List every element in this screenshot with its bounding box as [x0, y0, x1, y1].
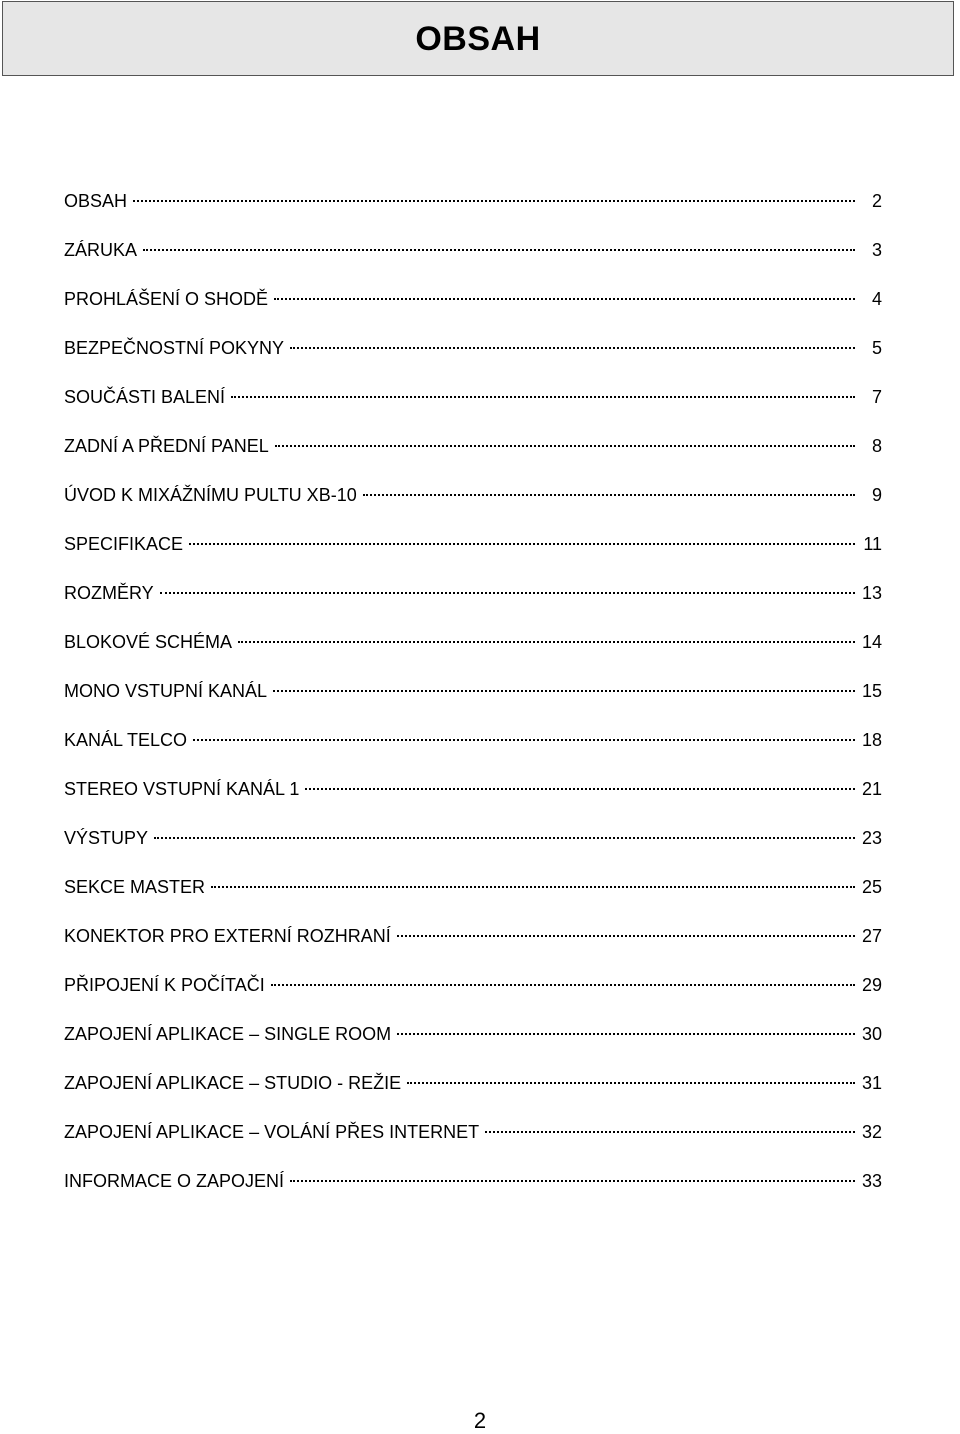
toc-entry-label: ROZMĚRY — [64, 583, 154, 603]
dot-leader — [407, 1082, 855, 1084]
dot-leader — [275, 445, 855, 447]
dot-leader — [189, 543, 855, 545]
toc-entry-label: MONO VSTUPNÍ KANÁL — [64, 681, 268, 701]
toc-entry-label: KONEKTOR PRO EXTERNÍ ROZHRANÍ — [64, 926, 391, 946]
page-number: 2 — [473, 1408, 487, 1433]
toc-entry[interactable] — [64, 970, 882, 1019]
toc-entry[interactable] — [64, 1019, 882, 1068]
toc-entry-page: 18 — [861, 730, 882, 750]
toc-entry[interactable] — [64, 823, 882, 872]
toc-entry[interactable] — [64, 186, 882, 235]
toc-entry-page: 30 — [861, 1024, 882, 1044]
toc-entry-label: PROHLÁŠENÍ O SHODĚ — [64, 289, 269, 309]
toc-entry-page: 8 — [871, 436, 882, 456]
toc-entry[interactable] — [64, 480, 882, 529]
toc-entry-page: 23 — [861, 828, 882, 848]
toc-entry[interactable] — [64, 284, 882, 333]
toc-entry-page: 27 — [861, 926, 882, 946]
toc-entry[interactable] — [64, 1166, 882, 1215]
dot-leader — [193, 739, 855, 741]
toc-entry[interactable] — [64, 578, 882, 627]
dot-leader — [397, 935, 855, 937]
toc-entry[interactable] — [64, 627, 882, 676]
toc-entry-page: 13 — [861, 583, 882, 603]
dot-leader — [231, 396, 855, 398]
dot-leader — [485, 1131, 855, 1133]
toc-entry-page: 7 — [871, 387, 882, 407]
toc-entry-label: ZAPOJENÍ APLIKACE – STUDIO - REŽIE — [64, 1073, 402, 1093]
toc-entry[interactable] — [64, 529, 882, 578]
toc-entry-label: KANÁL TELCO — [64, 730, 188, 750]
toc-entry-label: SPECIFIKACE — [64, 534, 184, 554]
toc-entry[interactable] — [64, 921, 882, 970]
toc-entry-page: 31 — [861, 1073, 882, 1093]
toc-entry-label: ZAPOJENÍ APLIKACE – SINGLE ROOM — [64, 1024, 392, 1044]
toc-entry-page: 21 — [861, 779, 882, 799]
toc-entry[interactable] — [64, 774, 882, 823]
toc-entry-label: PŘIPOJENÍ K POČÍTAČI — [64, 975, 265, 995]
toc-entry-page: 14 — [861, 632, 882, 652]
toc-entry[interactable] — [64, 382, 882, 431]
toc-entry[interactable] — [64, 235, 882, 284]
dot-leader — [290, 1180, 855, 1182]
toc-entry-label: ÚVOD K MIXÁŽNÍMU PULTU XB-10 — [64, 485, 357, 505]
dot-leader — [211, 886, 855, 888]
toc-entry[interactable] — [64, 1068, 882, 1117]
toc-entry-label: OBSAH — [64, 191, 128, 211]
dot-leader — [305, 788, 855, 790]
toc-entry[interactable] — [64, 333, 882, 382]
dot-leader — [363, 494, 855, 496]
toc-entry[interactable] — [64, 431, 882, 480]
toc-entry-label: ZÁRUKA — [64, 240, 138, 260]
dot-leader — [271, 984, 855, 986]
dot-leader — [290, 347, 855, 349]
toc-entry[interactable] — [64, 872, 882, 921]
toc-entry-page: 32 — [861, 1122, 882, 1142]
dot-leader — [238, 641, 855, 643]
toc-entry-page: 2 — [871, 191, 882, 211]
toc-entry-page: 33 — [861, 1171, 882, 1191]
toc-entry-page: 29 — [861, 975, 882, 995]
dot-leader — [274, 298, 855, 300]
toc-entry-label: BEZPEČNOSTNÍ POKYNY — [64, 338, 285, 358]
toc-entry[interactable] — [64, 725, 882, 774]
dot-leader — [160, 592, 855, 594]
title-banner — [2, 1, 954, 76]
toc-entry-label: BLOKOVÉ SCHÉMA — [64, 632, 233, 652]
toc-entry-page: 25 — [861, 877, 882, 897]
toc-entry-label: SOUČÁSTI BALENÍ — [64, 387, 226, 407]
toc-entry-page: 15 — [861, 681, 882, 701]
toc-entry-page: 3 — [871, 240, 882, 260]
toc-entry-label: ZAPOJENÍ APLIKACE – VOLÁNÍ PŘES INTERNET — [64, 1122, 480, 1142]
dot-leader — [133, 200, 855, 202]
toc-entry-page: 11 — [863, 534, 882, 554]
toc-entry-label: STEREO VSTUPNÍ KANÁL 1 — [64, 779, 300, 799]
table-of-contents — [64, 186, 882, 1215]
toc-entry-label: VÝSTUPY — [64, 828, 149, 848]
dot-leader — [143, 249, 855, 251]
page-title: OBSAH — [415, 20, 541, 58]
toc-entry-label: INFORMACE O ZAPOJENÍ — [64, 1171, 285, 1191]
toc-entry-label: ZADNÍ A PŘEDNÍ PANEL — [64, 436, 269, 456]
toc-entry-page: 5 — [871, 338, 882, 358]
toc-entry-page: 9 — [871, 485, 882, 505]
toc-entry[interactable] — [64, 1117, 882, 1166]
dot-leader — [273, 690, 855, 692]
toc-entry-label: SEKCE MASTER — [64, 877, 206, 897]
toc-entry-page: 4 — [871, 289, 882, 309]
dot-leader — [397, 1033, 855, 1035]
toc-entry[interactable] — [64, 676, 882, 725]
dot-leader — [154, 837, 855, 839]
